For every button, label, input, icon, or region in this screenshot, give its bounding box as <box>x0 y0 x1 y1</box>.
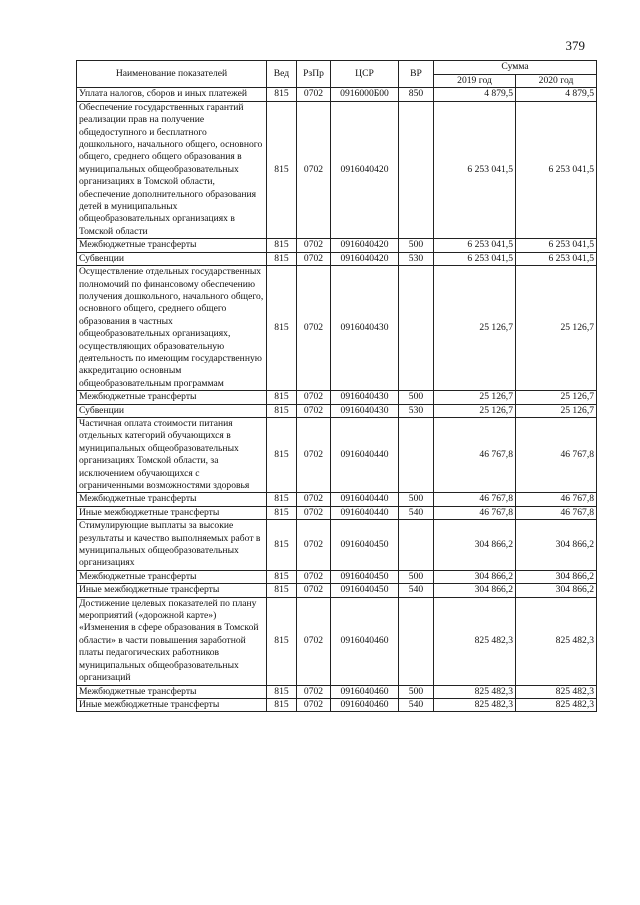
row-rzpr-cell: 0702 <box>297 685 331 698</box>
row-sum-2020-cell: 25 126,7 <box>516 266 597 391</box>
row-name-cell: Межбюджетные трансферты <box>77 493 267 506</box>
row-vr-cell: 540 <box>399 698 434 711</box>
header-sum: Сумма <box>434 61 597 75</box>
table-row <box>77 88 597 101</box>
row-rzpr-cell: 0702 <box>297 570 331 583</box>
table-row <box>77 101 597 238</box>
row-sum-2019-cell: 825 482,3 <box>434 597 516 685</box>
row-sum-2019-cell: 25 126,7 <box>434 391 516 404</box>
row-sum-2019-cell: 6 253 041,5 <box>434 101 516 238</box>
row-sum-2020-cell: 304 866,2 <box>516 570 597 583</box>
row-sum-2019-cell: 304 866,2 <box>434 520 516 571</box>
row-rzpr-cell: 0702 <box>297 391 331 404</box>
row-rzpr-cell: 0702 <box>297 506 331 519</box>
row-vr-cell: 530 <box>399 404 434 417</box>
row-vr-cell <box>399 417 434 492</box>
row-vr-cell: 500 <box>399 391 434 404</box>
row-csr-cell: 0916040460 <box>331 698 399 711</box>
row-ved-cell: 815 <box>267 493 297 506</box>
row-name-cell: Субвенции <box>77 404 267 417</box>
row-name-cell: Иные межбюджетные трансферты <box>77 506 267 519</box>
row-ved-cell: 815 <box>267 88 297 101</box>
row-csr-cell: 0916040460 <box>331 597 399 685</box>
row-sum-2020-cell: 46 767,8 <box>516 417 597 492</box>
row-rzpr-cell: 0702 <box>297 88 331 101</box>
table-row <box>77 266 597 391</box>
row-rzpr-cell: 0702 <box>297 252 331 265</box>
row-csr-cell: 0916040450 <box>331 520 399 571</box>
row-csr-cell: 0916040440 <box>331 417 399 492</box>
row-vr-cell: 500 <box>399 685 434 698</box>
row-sum-2020-cell: 304 866,2 <box>516 520 597 571</box>
header-year-2020: 2020 год <box>516 75 597 88</box>
row-csr-cell: 0916040450 <box>331 570 399 583</box>
row-sum-2019-cell: 304 866,2 <box>434 570 516 583</box>
row-vr-cell: 500 <box>399 570 434 583</box>
row-sum-2020-cell: 4 879,5 <box>516 88 597 101</box>
header-name: Наименование показателей <box>77 61 267 88</box>
row-vr-cell: 500 <box>399 239 434 252</box>
row-sum-2020-cell: 46 767,8 <box>516 506 597 519</box>
row-rzpr-cell: 0702 <box>297 597 331 685</box>
row-vr-cell <box>399 597 434 685</box>
row-sum-2019-cell: 825 482,3 <box>434 685 516 698</box>
row-ved-cell: 815 <box>267 597 297 685</box>
table-row <box>77 597 597 685</box>
header-ved: Вед <box>267 61 297 88</box>
table-row <box>77 404 597 417</box>
row-csr-cell: 0916040440 <box>331 493 399 506</box>
row-name-cell: Субвенции <box>77 252 267 265</box>
row-ved-cell: 815 <box>267 391 297 404</box>
row-sum-2020-cell: 825 482,3 <box>516 597 597 685</box>
row-ved-cell: 815 <box>267 520 297 571</box>
row-sum-2020-cell: 304 866,2 <box>516 584 597 597</box>
row-sum-2019-cell: 25 126,7 <box>434 266 516 391</box>
row-sum-2019-cell: 25 126,7 <box>434 404 516 417</box>
row-sum-2020-cell: 6 253 041,5 <box>516 101 597 238</box>
header-vr: ВР <box>399 61 434 88</box>
row-name-cell: Стимулирующие выплаты за высокие результаты и качество выполняемых работ в муниципальных общеобразовательных организациях <box>77 520 267 571</box>
row-name-cell: Обеспечение государственных гарантий реализации прав на получение общедоступного и бесплатного дошкольного, начального общего, основного общего, среднего общего образования в муниципальных общеобразовательных организациях в Томской области, обеспечение дополнительного образования детей в муниципальных общеобразовательных организациях в Томской области <box>77 101 267 238</box>
table-row <box>77 570 597 583</box>
row-ved-cell: 815 <box>267 417 297 492</box>
table-row <box>77 506 597 519</box>
row-sum-2020-cell: 25 126,7 <box>516 391 597 404</box>
row-sum-2020-cell: 46 767,8 <box>516 493 597 506</box>
row-ved-cell: 815 <box>267 404 297 417</box>
row-sum-2019-cell: 6 253 041,5 <box>434 252 516 265</box>
row-csr-cell: 0916040460 <box>331 685 399 698</box>
row-ved-cell: 815 <box>267 252 297 265</box>
row-vr-cell: 540 <box>399 584 434 597</box>
row-sum-2019-cell: 825 482,3 <box>434 698 516 711</box>
row-ved-cell: 815 <box>267 101 297 238</box>
table-row <box>77 698 597 711</box>
table-row <box>77 391 597 404</box>
row-ved-cell: 815 <box>267 685 297 698</box>
row-sum-2019-cell: 46 767,8 <box>434 417 516 492</box>
row-vr-cell: 530 <box>399 252 434 265</box>
row-ved-cell: 815 <box>267 506 297 519</box>
row-vr-cell: 540 <box>399 506 434 519</box>
row-rzpr-cell: 0702 <box>297 698 331 711</box>
row-sum-2020-cell: 825 482,3 <box>516 685 597 698</box>
row-csr-cell: 0916040430 <box>331 391 399 404</box>
row-sum-2019-cell: 6 253 041,5 <box>434 239 516 252</box>
row-sum-2019-cell: 46 767,8 <box>434 506 516 519</box>
row-name-cell: Уплата налогов, сборов и иных платежей <box>77 88 267 101</box>
table-row <box>77 493 597 506</box>
row-rzpr-cell: 0702 <box>297 101 331 238</box>
row-sum-2019-cell: 4 879,5 <box>434 88 516 101</box>
row-rzpr-cell: 0702 <box>297 404 331 417</box>
row-sum-2019-cell: 46 767,8 <box>434 493 516 506</box>
row-sum-2020-cell: 6 253 041,5 <box>516 252 597 265</box>
row-csr-cell: 0916040420 <box>331 239 399 252</box>
row-name-cell: Межбюджетные трансферты <box>77 685 267 698</box>
row-rzpr-cell: 0702 <box>297 493 331 506</box>
row-csr-cell: 0916000Б00 <box>331 88 399 101</box>
row-csr-cell: 0916040420 <box>331 101 399 238</box>
row-ved-cell: 815 <box>267 266 297 391</box>
table-row <box>77 685 597 698</box>
row-name-cell: Межбюджетные трансферты <box>77 391 267 404</box>
table-body <box>77 88 597 712</box>
row-csr-cell: 0916040420 <box>331 252 399 265</box>
row-rzpr-cell: 0702 <box>297 417 331 492</box>
row-name-cell: Иные межбюджетные трансферты <box>77 584 267 597</box>
table-header <box>77 61 597 88</box>
row-csr-cell: 0916040430 <box>331 404 399 417</box>
row-csr-cell: 0916040430 <box>331 266 399 391</box>
table-row <box>77 520 597 571</box>
table-row <box>77 239 597 252</box>
row-csr-cell: 0916040450 <box>331 584 399 597</box>
row-ved-cell: 815 <box>267 570 297 583</box>
budget-table <box>76 60 597 712</box>
row-rzpr-cell: 0702 <box>297 520 331 571</box>
row-sum-2020-cell: 25 126,7 <box>516 404 597 417</box>
table-row <box>77 252 597 265</box>
row-vr-cell <box>399 266 434 391</box>
row-rzpr-cell: 0702 <box>297 266 331 391</box>
row-vr-cell: 500 <box>399 493 434 506</box>
row-sum-2020-cell: 6 253 041,5 <box>516 239 597 252</box>
row-csr-cell: 0916040440 <box>331 506 399 519</box>
table-row <box>77 584 597 597</box>
header-rzpr: РзПр <box>297 61 331 88</box>
row-rzpr-cell: 0702 <box>297 239 331 252</box>
page-number: 379 <box>565 38 585 53</box>
row-sum-2019-cell: 304 866,2 <box>434 584 516 597</box>
row-name-cell: Иные межбюджетные трансферты <box>77 698 267 711</box>
row-rzpr-cell: 0702 <box>297 584 331 597</box>
table-row <box>77 417 597 492</box>
row-vr-cell <box>399 101 434 238</box>
row-name-cell: Межбюджетные трансферты <box>77 570 267 583</box>
header-year-2019: 2019 год <box>434 75 516 88</box>
header-csr: ЦСР <box>331 61 399 88</box>
row-name-cell: Достижение целевых показателей по плану мероприятий («дорожной карте») «Изменения в сфере образования в Томской области» в части повышения заработной платы педагогических работников муниципальных общеобразовательных организаций <box>77 597 267 685</box>
row-name-cell: Осуществление отдельных государственных полномочий по финансовому обеспечению получения дошкольного, начального общего, основного общего, среднего общего образования в частных общеобразовательных организациях, осуществляющих образовательную деятельность по имеющим государственную аккредитацию основным общеобразовательным программам <box>77 266 267 391</box>
row-vr-cell: 850 <box>399 88 434 101</box>
row-ved-cell: 815 <box>267 239 297 252</box>
row-ved-cell: 815 <box>267 584 297 597</box>
row-vr-cell <box>399 520 434 571</box>
row-ved-cell: 815 <box>267 698 297 711</box>
row-name-cell: Межбюджетные трансферты <box>77 239 267 252</box>
row-name-cell: Частичная оплата стоимости питания отдельных категорий обучающихся в муниципальных общеобразовательных организациях Томской области, за исключением обучающихся с ограниченными возможностями здоровья <box>77 417 267 492</box>
row-sum-2020-cell: 825 482,3 <box>516 698 597 711</box>
